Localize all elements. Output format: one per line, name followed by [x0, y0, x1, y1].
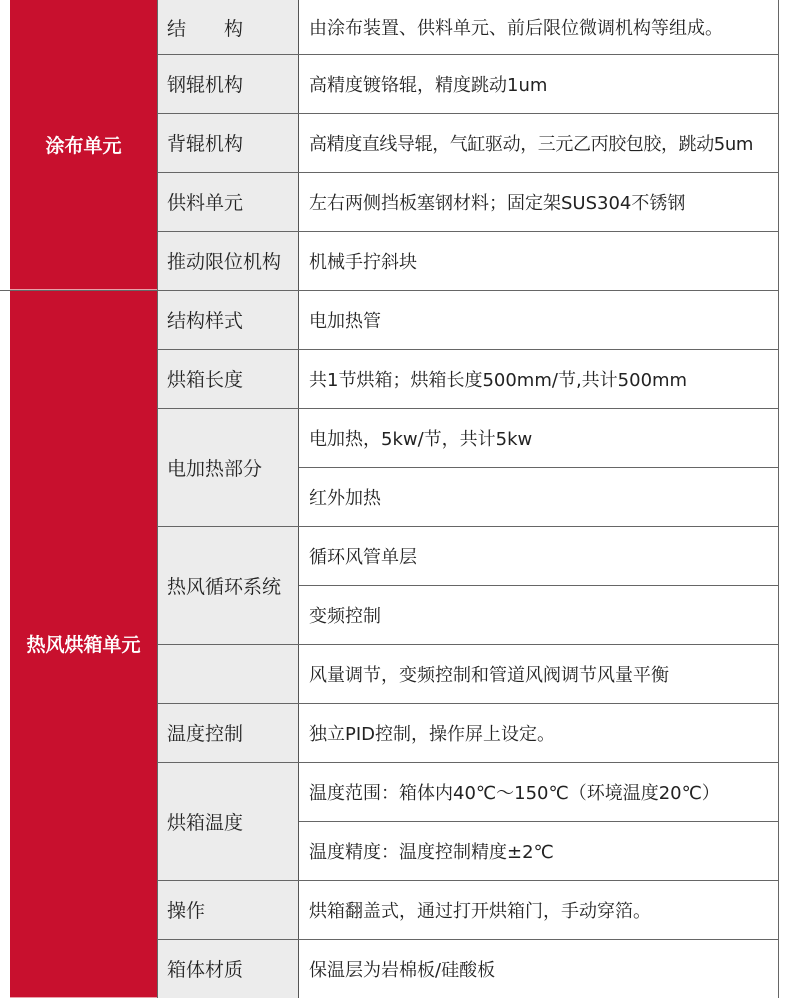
row-divider [299, 821, 779, 822]
row-divider [157, 703, 779, 704]
value-infrared-heating: 红外加热 [299, 467, 778, 526]
label-oven-length: 烘箱长度 [157, 349, 299, 408]
label-back-roller: 背辊机构 [157, 113, 299, 172]
row-divider [157, 526, 779, 527]
group-hot-air-oven-unit: 热风烘箱单元 [10, 290, 157, 998]
label-steel-roller: 钢辊机构 [157, 54, 299, 113]
row-divider [157, 762, 779, 763]
label-feed-unit: 供料单元 [157, 172, 299, 231]
row-divider [157, 54, 779, 55]
row-divider [157, 231, 779, 232]
value-operation: 烘箱翻盖式，通过打开烘箱门，手动穿箔。 [299, 880, 778, 939]
value-structure-style: 电加热管 [299, 290, 778, 349]
row-divider [157, 349, 779, 350]
label-cabinet-material: 箱体材质 [157, 939, 299, 998]
label-structure-style: 结构样式 [157, 290, 299, 349]
value-temperature-accuracy: 温度精度：温度控制精度±2℃ [299, 821, 778, 880]
value-back-roller: 高精度直线导辊，气缸驱动，三元乙丙胶包胶，跳动5um [299, 113, 778, 172]
value-airflow-adjustment: 风量调节，变频控制和管道风阀调节风量平衡 [299, 644, 778, 703]
value-steel-roller: 高精度镀铬辊，精度跳动1um [299, 54, 778, 113]
value-electric-heating-power: 电加热，5kw/节，共计5kw [299, 408, 778, 467]
column-divider [157, 0, 158, 998]
value-temperature-control: 独立PID控制，操作屏上设定。 [299, 703, 778, 762]
row-divider [299, 467, 779, 468]
group-coating-unit: 涂布单元 [10, 0, 157, 290]
label-structure: 结 构 [157, 0, 299, 54]
row-divider [299, 585, 779, 586]
label-electric-heating: 电加热部分 [157, 408, 299, 526]
row-divider [157, 113, 779, 114]
value-circulation-duct: 循环风管单层 [299, 526, 778, 585]
value-oven-length: 共1节烘箱；烘箱长度500mm/节,共计500mm [299, 349, 778, 408]
value-feed-unit: 左右两侧挡板塞钢材料；固定架SUS304不锈钢 [299, 172, 778, 231]
label-temperature-control: 温度控制 [157, 703, 299, 762]
column-divider [778, 0, 779, 998]
row-divider [157, 172, 779, 173]
row-divider [157, 880, 779, 881]
row-divider [0, 290, 779, 291]
label-operation: 操作 [157, 880, 299, 939]
label-oven-temperature: 烘箱温度 [157, 762, 299, 880]
label-hot-air-circulation: 热风循环系统 [157, 526, 299, 644]
value-temperature-range: 温度范围：箱体内40℃～150℃（环境温度20℃） [299, 762, 778, 821]
label-limit-mechanism: 推动限位机构 [157, 231, 299, 290]
value-frequency-control: 变频控制 [299, 585, 778, 644]
row-divider [157, 408, 779, 409]
value-limit-mechanism: 机械手拧斜块 [299, 231, 778, 290]
row-divider [157, 644, 779, 645]
label-empty [157, 644, 299, 703]
value-structure: 由涂布装置、供料单元、前后限位微调机构等组成。 [299, 0, 778, 54]
row-divider [157, 939, 779, 940]
value-cabinet-material: 保温层为岩棉板/硅酸板 [299, 939, 778, 998]
